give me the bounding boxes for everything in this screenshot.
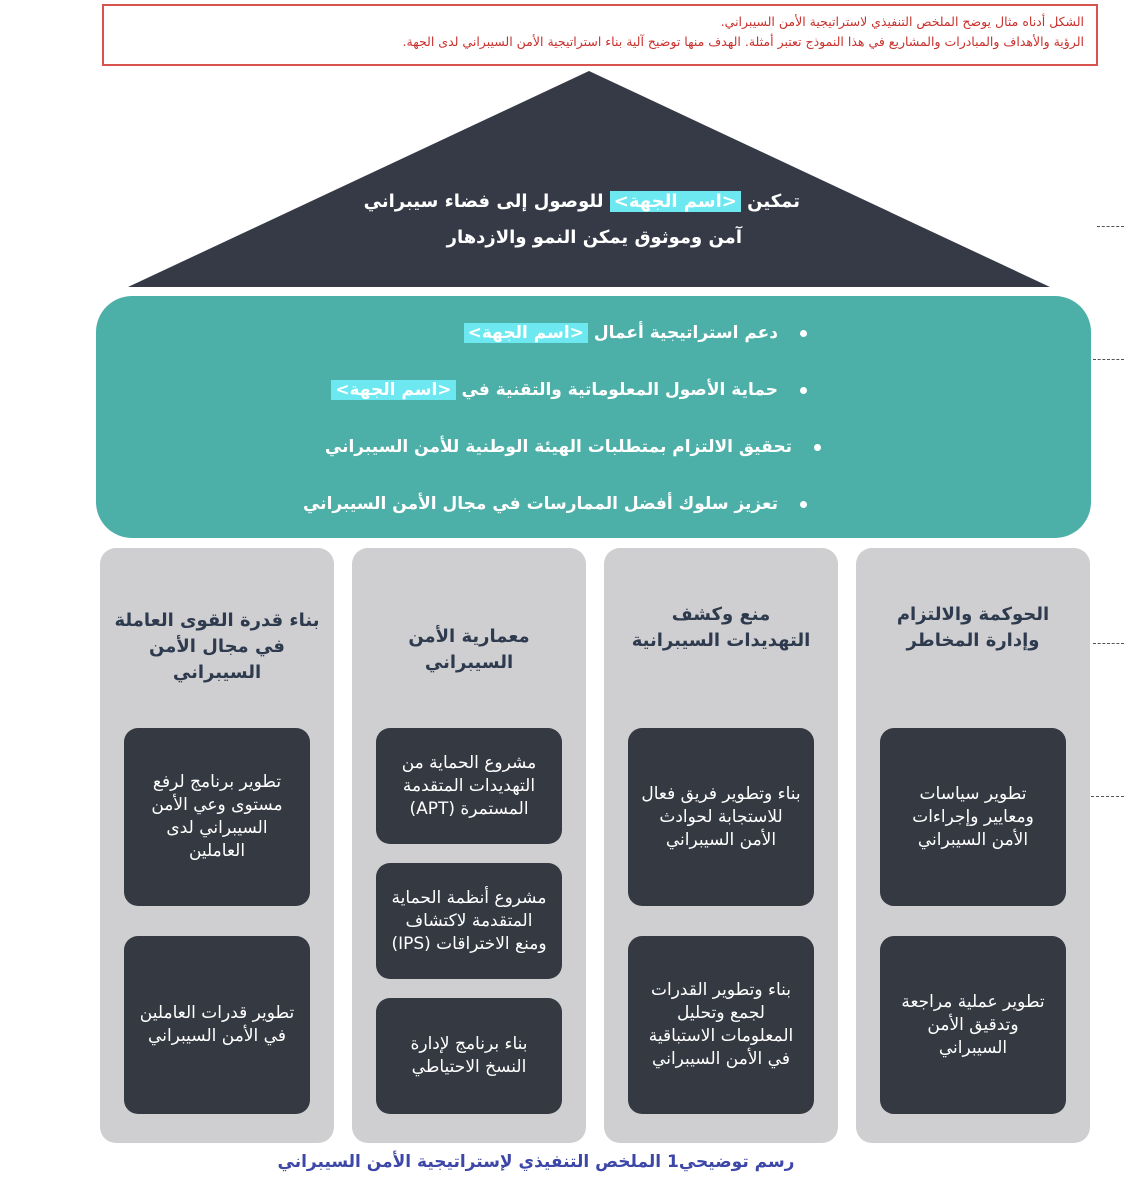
pillar-security-architecture	[352, 548, 586, 1143]
vision-line-1	[300, 184, 800, 220]
initiative-box: تطوير سياسات ومعايير وإجراءات الأمن السيبراني	[880, 728, 1066, 906]
bullet-icon	[800, 387, 807, 394]
objectives-band	[96, 296, 1091, 538]
objective-item	[303, 489, 807, 519]
connector-line-vision	[1097, 226, 1124, 227]
connector-line-objectives	[1093, 359, 1124, 360]
vision-line-2: آمن وموثوق يمكن النمو والازدهار	[446, 227, 742, 248]
pillar-title: منع وكشف التهديدات السيبرانية	[631, 604, 811, 651]
initiative-box: بناء برنامج لإدارة النسخ الاحتياطي	[376, 998, 562, 1114]
pillar-title: معمارية الأمن السيبراني	[408, 626, 530, 673]
vision-statement	[300, 184, 800, 256]
initiative-box: بناء وتطوير القدرات لجمع وتحليل المعلومات الاستباقية في الأمن السيبراني	[628, 936, 814, 1114]
initiative-box: مشروع أنظمة الحماية المتقدمة لاكتشاف ومنع الاختراقات (IPS)	[376, 863, 562, 979]
figure-caption: رسم توضيحي1 الملخص التنفيذي لإستراتيجية الأمن السيبراني	[277, 1152, 795, 1172]
note-line-1: الشكل أدناه مثال يوضح الملخص التنفيذي لاستراتيجية الأمن السيبراني.	[720, 14, 1084, 29]
objective-org-placeholder: <اسم الجهة>	[331, 380, 455, 400]
vision-org-placeholder: <اسم الجهة>	[610, 191, 741, 212]
pillar-title: الحوكمة والالتزام وإدارة المخاطر	[896, 604, 1050, 651]
pillar-governance	[856, 548, 1090, 1143]
pillar-workforce	[100, 548, 334, 1143]
bullet-icon	[814, 444, 821, 451]
objective-text: دعم استراتيجية أعمال	[593, 323, 778, 343]
pillar-threat-detection	[604, 548, 838, 1143]
objective-text: حماية الأصول المعلوماتية والتقنية في	[461, 380, 778, 400]
connector-line-pillars	[1093, 643, 1124, 644]
bullet-icon	[800, 330, 807, 337]
note-line-2: الرؤية والأهداف والمبادرات والمشاريع في هذا النموذج تعتبر أمثلة. الهدف منها توضيح آلية بناء استراتيجية الأمن السيبراني لدى الجهة.	[402, 34, 1084, 49]
initiative-box: تطوير برنامج لرفع مستوى وعي الأمن السيبراني لدى العاملين	[124, 728, 310, 906]
vision-part-2: للوصول إلى فضاء سيبراني	[363, 191, 604, 212]
objective-text: تعزيز سلوك أفضل الممارسات في مجال الأمن السيبراني	[302, 494, 778, 514]
objective-item	[331, 375, 807, 405]
pillar-title: بناء قدرة القوى العاملة في مجال الأمن السيبراني	[114, 610, 320, 683]
initiative-box: تطوير قدرات العاملين في الأمن السيبراني	[124, 936, 310, 1114]
objective-item	[464, 318, 807, 348]
objective-item	[325, 432, 821, 462]
objective-org-placeholder: <اسم الجهة>	[464, 323, 588, 343]
bullet-icon	[800, 501, 807, 508]
vision-part-1: تمكين	[747, 191, 800, 212]
initiative-box: بناء وتطوير فريق فعال للاستجابة لحوادث الأمن السيبراني	[628, 728, 814, 906]
initiative-box: مشروع الحماية من التهديدات المتقدمة المستمرة (APT)	[376, 728, 562, 844]
objective-text: تحقيق الالتزام بمتطلبات الهيئة الوطنية للأمن السيبراني	[324, 437, 792, 457]
initiative-box: تطوير عملية مراجعة وتدقيق الأمن السيبراني	[880, 936, 1066, 1114]
